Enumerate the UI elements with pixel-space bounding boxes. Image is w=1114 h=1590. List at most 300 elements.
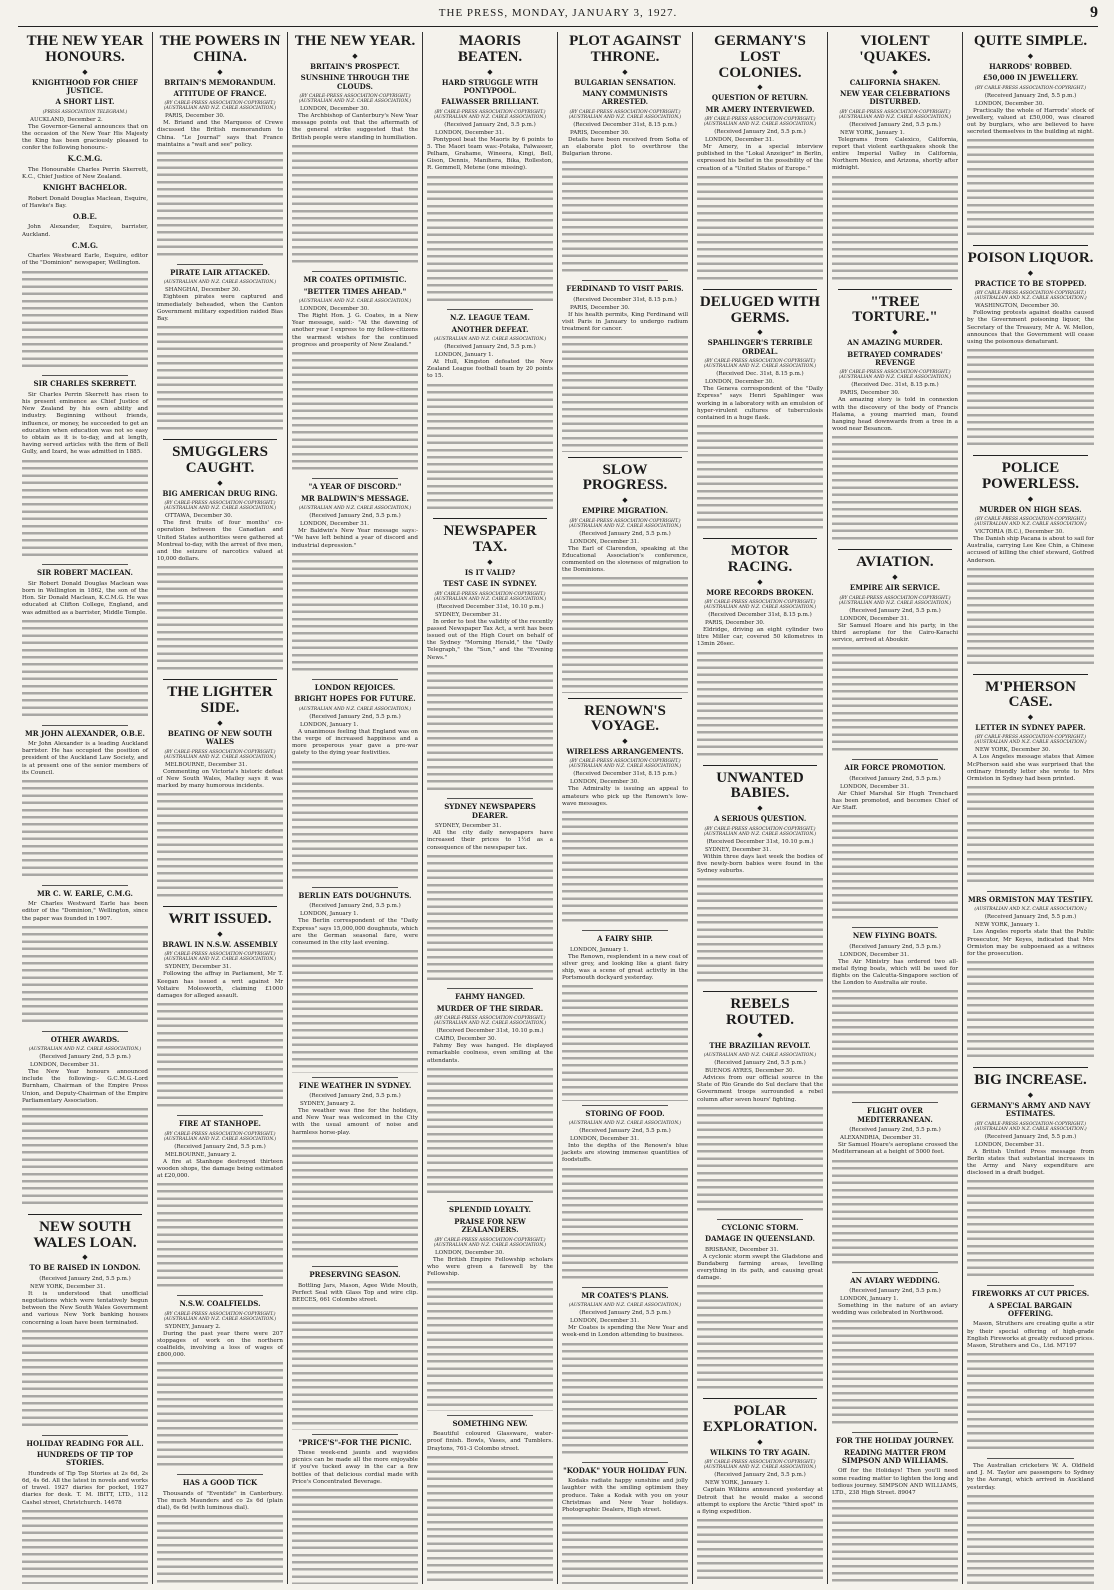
- article-dateline: LONDON, January 1.: [300, 721, 359, 728]
- column-rule: [447, 798, 533, 799]
- article-subhead: BRITAIN'S MEMORANDUM.: [164, 77, 276, 87]
- article-subhead-secondary: A SHORT LIST.: [55, 97, 115, 107]
- cable-credit: (AUSTRALIAN AND N.Z. CABLE ASSOCIATION.): [298, 298, 412, 304]
- article: [967, 1458, 1094, 1584]
- article-subhead: A FAIRY SHIP.: [597, 934, 653, 944]
- column-rule: [42, 375, 128, 376]
- body-text-texture: [292, 1489, 418, 1584]
- column-rule: [312, 271, 398, 272]
- column-rule: [568, 698, 682, 699]
- article-body: Sir Robert Donald Douglas Maclean was born in Wellington in 1862, the son of the Hon. Sir Donald Maclean, K.C.M.G. He was educated at Clifton College, England, and was admitted as a barrister, Middle Temple.: [22, 580, 148, 616]
- article-body: Commenting on Victoria's historic defeat of New South Wales, Mailey says it was marked by many humorous incidents.: [157, 768, 283, 790]
- article-dateline: NEW YORK, January 1.: [975, 922, 1040, 929]
- cable-credit: (BY CABLE-PRESS ASSOCIATION-COPYRIGHT.) (AUSTRALIAN AND N.Z. CABLE ASSOCIATION.): [568, 109, 682, 120]
- article-body: An amazing story is told in connexion with the discovery of the body of Francis Halama, a young married man, found hanging head downwards from a tree in a wood near Besancon.: [832, 397, 958, 433]
- column-6: [693, 32, 828, 1584]
- article: [157, 1295, 283, 1470]
- body-text-texture: [157, 1362, 283, 1470]
- article-dateline: SYDNEY, January 2.: [165, 1323, 221, 1330]
- article-dateline: SYDNEY, December 31.: [705, 846, 772, 853]
- article-subhead-secondary: NEW YEAR CELEBRATIONS DISTURBED.: [839, 88, 951, 107]
- body-text-texture: [832, 815, 958, 923]
- received-time: (Received January 2nd, 5.5 p.m.): [309, 713, 401, 720]
- newspaper-columns: [18, 32, 1098, 1584]
- body-text-texture: [562, 1517, 688, 1584]
- article-body: At Hull, Kingston defeated the New Zealand League football team by 20 points to 15.: [427, 359, 553, 380]
- cable-credit: (BY CABLE-PRESS ASSOCIATION-COPYRIGHT.) (AUSTRALIAN AND N.Z. CABLE ASSOCIATION.): [568, 518, 682, 529]
- column-rule: [838, 549, 952, 550]
- article-headline: THE LIGHTER SIDE.: [167, 684, 273, 717]
- article-headline: UNWANTED BABIES.: [716, 769, 804, 802]
- article-dateline: LONDON, December 31.: [840, 783, 909, 790]
- article-dateline: SYDNEY, December 31.: [435, 823, 502, 830]
- body-text-texture: [697, 1107, 823, 1215]
- article-body: The Earl of Clarendon, speaking at the Educational Association's conference, commented on the slowness of migration to the Dominions.: [562, 545, 688, 574]
- article: [157, 1115, 283, 1291]
- article-subhead: SYDNEY NEWSPAPERS DEARER.: [444, 802, 536, 820]
- headline-ornament: ◆: [892, 328, 898, 337]
- article-headline: THE POWERS IN CHINA.: [159, 33, 281, 65]
- article: [292, 1266, 418, 1429]
- article-body: Following the affray in Parliament, Mr T. Keegan has issued a writ against Mr Voltaire Molesworth, claiming £1000 damages for alleged assault.: [157, 971, 283, 1000]
- column-7: [828, 32, 963, 1584]
- article-body: Bottling Jars, Mason, Agee Wide Mouth, Perfect Seal with Glass Top and wire clip. BEECES, 661 Colombo street.: [292, 1282, 418, 1304]
- received-time: (Received January 2nd, 5.5 p.m.): [714, 129, 806, 136]
- article-subhead-secondary: HUNDREDS OF TIP TOP STORIES.: [36, 1449, 134, 1468]
- column-rule: [703, 1398, 817, 1399]
- article-headline: WRIT ISSUED.: [168, 911, 272, 928]
- article-subhead-secondary: TEST CASE IN SYDNEY.: [443, 579, 537, 589]
- received-time: (Received January 2nd, 5.5 p.m.): [984, 914, 1077, 921]
- article-body: The New Year honours announced include the following:- G.C.M.G.-Lord Burnham, Chairman of the Empire Press Union, and Deputy-Chairman of the Empire Parliamentary Association.: [22, 1069, 148, 1104]
- column-rule: [312, 1077, 398, 1078]
- article-subhead: NEW FLYING BOATS.: [852, 931, 938, 941]
- cable-credit: (BY CABLE-PRESS ASSOCIATION-COPYRIGHT.) (AUSTRALIAN AND N.Z. CABLE ASSOCIATION.): [703, 826, 817, 837]
- honours-list-item: John Alexander, Esquire, barrister, Auckland.: [22, 224, 148, 238]
- body-text-texture: [157, 326, 283, 434]
- article-dateline: LONDON, December 30.: [570, 779, 639, 786]
- body-text-texture: [562, 811, 688, 926]
- cable-credit: (BY CABLE-PRESS ASSOCIATION-COPYRIGHT.) (AUSTRALIAN AND N.Z. CABLE ASSOCIATION.): [703, 600, 817, 611]
- article-body: During the past year there were 207 stoppages of work on the northern coalfields, involving a loss of wages of £800,000.: [157, 1330, 283, 1359]
- body-text-texture: [832, 176, 958, 284]
- cable-credit: (BY CABLE-PRESS ASSOCIATION-COPYRIGHT.) (AUSTRALIAN AND N.Z. CABLE ASSOCIATION.): [163, 501, 277, 512]
- cable-credit: (BY CABLE-PRESS ASSOCIATION-COPYRIGHT.) (AUSTRALIAN AND N.Z. CABLE ASSOCIATION.): [974, 735, 1087, 746]
- article-subhead: QUESTION OF RETURN.: [711, 93, 809, 103]
- article: [697, 991, 823, 1215]
- received-time: (Received December 31st, 8.15 p.m.): [708, 612, 812, 619]
- received-time: (Received January 2nd, 5.5 p.m.): [174, 1143, 266, 1150]
- article: [157, 906, 283, 1111]
- page-number: 9: [1090, 4, 1098, 21]
- column-rule: [703, 991, 817, 992]
- article-subhead: FIREWORKS AT CUT PRICES.: [971, 1289, 1090, 1299]
- article: [832, 1102, 958, 1267]
- column-rule: [177, 1295, 263, 1296]
- article-headline: SLOW PROGRESS.: [582, 461, 668, 494]
- article: [22, 1214, 148, 1431]
- article-body: Mr Baldwin's New Year message says:- "We have left behind a year of discord and industrial depression.": [292, 528, 418, 549]
- article-body: Thousands of "Eventide" in Canterbury. The much Maunders and co 2s 6d (plain dial), 6s 6d (with luminous dial).: [157, 1490, 283, 1512]
- body-text-texture: [157, 1183, 283, 1291]
- body-text-texture: [427, 1068, 553, 1198]
- received-time: (Received January 2nd, 5.5 p.m.): [849, 1127, 941, 1134]
- article-dateline: LONDON, December 31.: [30, 1062, 99, 1069]
- column-rule: [987, 891, 1074, 892]
- received-time: (Received January 2nd, 5.5 p.m.): [39, 1054, 131, 1061]
- article: [832, 1272, 958, 1429]
- body-text-texture: [22, 1330, 148, 1431]
- article-body: The Renown, resplendent in a new coat of silver grey, and looking like a giant fairy ship, was a scene of great activity in the Portsmouth dockyard yesterday.: [562, 953, 688, 982]
- article: [832, 289, 958, 545]
- body-text-texture: [697, 1519, 823, 1584]
- article-headline: BIG INCREASE.: [974, 1072, 1087, 1089]
- article: [427, 1201, 553, 1410]
- article: [157, 264, 283, 434]
- article-dateline: AUCKLAND, December 2.: [30, 116, 103, 123]
- article-subhead-secondary: FALWASSER BRILLIANT.: [441, 97, 539, 107]
- article-subhead: BULGARIAN SENSATION.: [574, 77, 676, 87]
- article-dateline: NEW YORK, January 1.: [705, 1480, 770, 1487]
- cable-credit: (BY CABLE-PRESS ASSOCIATION-COPYRIGHT.) (AUSTRALIAN AND N.Z. CABLE ASSOCIATION.): [163, 101, 277, 112]
- column-rule: [973, 245, 1088, 246]
- article-subhead-secondary: MURDER OF THE SIRDAR.: [436, 1003, 544, 1013]
- article-dateline: PARIS, December 30.: [570, 304, 630, 311]
- article-subhead: HAS A GOOD TICK: [182, 1478, 258, 1488]
- article: [562, 280, 688, 451]
- article-dateline: LONDON, January 1.: [570, 946, 629, 953]
- article-body: Eldridge, driving an eight cylinder two litre Miller car, covered 50 kilometres in 13min 26sec.: [697, 627, 823, 648]
- article-body: Off for the Holidays! Then you'll need some reading matter to lighten the long and tedious journey. SIMPSON AND WILLIAMS, LTD., 238 High Street. 89047: [832, 1468, 958, 1497]
- article-subhead: AIR FORCE PROMOTION.: [844, 763, 946, 773]
- article: [292, 271, 418, 474]
- article-subhead: FOR THE HOLIDAY JOURNEY.: [835, 1436, 954, 1446]
- article: [292, 34, 418, 267]
- body-text-texture: [832, 1160, 958, 1268]
- article-headline: RENOWN'S VOYAGE.: [584, 702, 666, 735]
- headline-ornament: ◆: [217, 67, 223, 76]
- received-time: (Received January 2nd, 5.5 p.m.): [444, 121, 536, 128]
- received-time: (Received January 2nd, 5.5 p.m.): [579, 1310, 671, 1317]
- received-time: (Received December 31st, 8.15 p.m.): [573, 771, 677, 778]
- headline-ornament: ◆: [82, 1253, 88, 1262]
- article-subhead: SIR ROBERT MACLEAN.: [37, 568, 133, 578]
- article: [292, 679, 418, 883]
- article-subhead: MR C. W. EARLE, C.M.G.: [37, 888, 133, 898]
- article-body: Within three days last week the bodies of five newly-born babies were found in the Sydney suburbs.: [697, 853, 823, 874]
- article-subhead: HARD STRUGGLE WITH PONTYPOOL.: [441, 77, 539, 95]
- article: [832, 927, 958, 1098]
- article: [157, 34, 283, 260]
- article-headline: REBELS ROUTED.: [726, 996, 794, 1028]
- article-dateline: LONDON, December 31.: [570, 1136, 639, 1143]
- body-text-texture: [292, 145, 418, 267]
- article-body: The Archbishop of Canterbury's New Year message points out that the aftermath of the general strike suggested that the British people were standing in humiliation.: [292, 112, 418, 141]
- article-dateline: SYDNEY, January 2.: [300, 1101, 356, 1108]
- article-body: Sir Charles Perrin Skerrett has risen to his present eminence as Chief Justice of New Zealand by his own ability and industry. Beginning without friends, influence, or money, he succeeded to get an education when education was not so easy to obtain as it is to-day, and at length, having served articles with the firm of Bell Gully, and Izard, he was admitted in 1885.: [22, 391, 148, 456]
- body-text-texture: [832, 990, 958, 1098]
- cable-credit: (PRESS ASSOCIATION TELEGRAM.): [42, 109, 128, 115]
- article-dateline: PARIS, December 30.: [165, 113, 225, 120]
- article-body: Practically the whole of Harrods' stock of jewellery, valued at £50,000, was cleared out by burglars, who are believed to have secreted themselves in the building at night.: [967, 107, 1094, 136]
- article-headline: SMUGGLERS CAUGHT.: [172, 444, 268, 477]
- headline-ornament: ◆: [622, 737, 628, 746]
- body-text-texture: [22, 271, 148, 372]
- article-dateline: LONDON, January 1.: [435, 352, 494, 359]
- article-body: These week-end jaunts and waysides picnics can be made all the more enjoyable if you've tucked away in the car a few bottles of that delicious cordial made with Price's Concentrated Beverage.: [292, 1450, 418, 1485]
- headline-ornament: ◆: [757, 1030, 763, 1039]
- headline-ornament: ◆: [757, 328, 763, 337]
- received-time: (Received January 2nd, 5.5 p.m.): [309, 903, 401, 910]
- article-headline: POLAR EXPLORATION.: [702, 1403, 818, 1436]
- article-dateline: CAIRO, December 30.: [435, 1036, 497, 1043]
- column-rule: [703, 538, 817, 539]
- article-subhead: SPAHLINGER'S TERRIBLE ORDEAL.: [707, 338, 813, 356]
- headline-ornament: ◆: [757, 1437, 763, 1446]
- cable-credit: (BY CABLE-PRESS ASSOCIATION-COPYRIGHT.) (AUSTRALIAN AND N.Z. CABLE ASSOCIATION.): [838, 595, 952, 606]
- article: [562, 34, 688, 276]
- article-subhead: FIRE AT STANHOPE.: [179, 1119, 261, 1129]
- article-subhead-secondary: £50,000 IN JEWELLERY.: [982, 73, 1079, 83]
- body-text-texture: [157, 1515, 283, 1584]
- received-time: (Received January 2nd, 5.5 p.m.): [444, 344, 536, 351]
- article-body: The Admiralty is issuing an appeal to amateurs who pick up the Renown's low-wave messages.: [562, 786, 688, 807]
- column-rule: [987, 1285, 1074, 1286]
- headline-ornament: ◆: [892, 67, 898, 76]
- article-body: The first fruits of four months' co-operation between the Canadian and United States authorities were gathered at Montreal to-day, with the arrest of five men, and the seizure of narcotics valued at 10,000 dollars.: [157, 520, 283, 563]
- body-text-texture: [562, 1168, 688, 1283]
- body-text-texture: [697, 878, 823, 986]
- article: [427, 1415, 553, 1584]
- article-subhead: OTHER AWARDS.: [50, 1034, 120, 1044]
- article-dateline: LONDON, December 30.: [705, 379, 774, 386]
- cable-credit: (BY CABLE-PRESS ASSOCIATION-COPYRIGHT.) (AUSTRALIAN AND N.Z. CABLE ASSOCIATION.): [974, 1121, 1087, 1132]
- column-rule: [177, 1115, 263, 1116]
- masthead: [18, 4, 1098, 27]
- article-subhead: BERLIN EATS DOUGHNUTS.: [298, 891, 412, 901]
- article-dateline: NEW YORK, December 31.: [30, 1283, 106, 1290]
- article-subhead: KNIGHTHOOD FOR CHIEF JUSTICE.: [32, 77, 138, 95]
- headline-ornament: ◆: [1027, 1090, 1034, 1099]
- article-headline: PLOT AGAINST THRONE.: [569, 33, 681, 65]
- body-text-texture: [157, 566, 283, 674]
- headline-ornament: ◆: [217, 478, 223, 487]
- body-text-texture: [157, 793, 283, 901]
- article-dateline: LONDON, January 1.: [840, 1295, 899, 1302]
- article: [427, 988, 553, 1197]
- cable-credit: (BY CABLE-PRESS ASSOCIATION-COPYRIGHT.) (AUSTRALIAN AND N.Z. CABLE ASSOCIATION.): [838, 109, 952, 120]
- cable-credit: (BY CABLE-PRESS ASSOCIATION-COPYRIGHT.) (AUSTRALIAN AND N.Z. CABLE ASSOCIATION.): [163, 749, 277, 760]
- received-time: (Received December 31st, 8.15 p.m.): [573, 296, 677, 303]
- column-8: [963, 32, 1098, 1584]
- body-text-texture: [292, 761, 418, 883]
- headline-ornament: ◆: [757, 577, 763, 586]
- article: [157, 1474, 283, 1584]
- article-dateline: LONDON, December 31.: [570, 1318, 639, 1325]
- received-time: (Received January 2nd, 5.5 p.m.): [309, 1093, 401, 1100]
- column-rule: [447, 309, 533, 310]
- column-rule: [973, 674, 1088, 675]
- cable-credit: (BY CABLE-PRESS ASSOCIATION-COPYRIGHT.) (AUSTRALIAN AND N.Z. CABLE ASSOCIATION.): [163, 1131, 277, 1142]
- cable-credit: (BY CABLE-PRESS ASSOCIATION-COPYRIGHT.) (AUSTRALIAN AND N.Z. CABLE ASSOCIATION.): [838, 370, 952, 381]
- article-subhead: SPLENDID LOYALTY.: [449, 1205, 531, 1215]
- article-body: Mr Charles Westward Earle has been editor of the "Dominion," Wellington, since the paper was founded in 1907.: [22, 901, 148, 922]
- column-rule: [973, 1067, 1088, 1068]
- article-headline: THE NEW YEAR HONOURS.: [26, 33, 144, 65]
- article: [427, 798, 553, 984]
- article-subhead: "A YEAR OF DISCORD.": [308, 482, 402, 492]
- article-headline: MOTOR RACING.: [727, 543, 793, 575]
- article-subhead: MR COATES OPTIMISTIC.: [303, 275, 407, 285]
- article-subhead: LETTER IN SYDNEY PAPER.: [975, 723, 1086, 733]
- body-text-texture: [22, 1108, 148, 1209]
- body-text-texture: [157, 1003, 283, 1111]
- cable-credit: (AUSTRALIAN AND N.Z. CABLE ASSOCIATION.): [568, 1121, 682, 1127]
- column-rule: [312, 1434, 398, 1435]
- cable-credit: (BY CABLE-PRESS ASSOCIATION-COPYRIGHT.) (AUSTRALIAN AND N.Z. CABLE ASSOCIATION.): [433, 1016, 547, 1027]
- article-subhead: CYCLONIC STORM.: [721, 1222, 799, 1232]
- article-subhead: FERDINAND TO VISIT PARIS.: [566, 284, 684, 294]
- received-time: (Received December 31st, 10.10 p.m.): [436, 1028, 544, 1035]
- article-body: Kodaks radiate happy sunshine and jolly laughter with the smiling optimism they produce. Take a Kodak with you on your Christmas and New Year holidays. Photographic Dealers, High street.: [562, 1478, 688, 1513]
- column-rule: [28, 1214, 142, 1215]
- body-text-texture: [292, 950, 418, 1072]
- cable-credit: (AUSTRALIAN AND N.Z. CABLE ASSOCIATION.): [163, 280, 277, 286]
- column-rule: [852, 927, 938, 928]
- article: [562, 1287, 688, 1458]
- article-dateline: LONDON, December 31.: [705, 137, 774, 144]
- column-rule: [973, 455, 1088, 456]
- body-text-texture: [292, 553, 418, 675]
- cable-credit: (AUSTRALIAN AND N.Z. CABLE ASSOCIATION.): [433, 337, 547, 343]
- article-body: The Berlin correspondent of the "Daily Express" says 15,000,000 doughnuts, which are the German seasonal fare, were consumed in the city last evening.: [292, 918, 418, 947]
- received-time: (Received January 2nd, 5.5 p.m.): [39, 1275, 131, 1282]
- cable-credit: (BY CABLE-PRESS ASSOCIATION-COPYRIGHT.) (AUSTRALIAN AND N.Z. CABLE ASSOCIATION.): [974, 516, 1087, 527]
- article-headline: POISON LIQUOR.: [967, 250, 1094, 267]
- body-text-texture: [22, 926, 148, 1027]
- article-subhead: SIR CHARLES SKERRETT.: [33, 379, 137, 389]
- article-subhead: MR JOHN ALEXANDER, O.B.E.: [25, 728, 145, 738]
- column-rule: [852, 1272, 938, 1273]
- article-subhead: "KODAK" YOUR HOLIDAY FUN.: [563, 1465, 687, 1475]
- received-time: (Received December 31st, 8.15 p.m.): [573, 121, 677, 128]
- article-dateline: SYDNEY, December 31.: [435, 611, 502, 618]
- article-body: The Air Ministry has ordered two all-metal flying boats, which will be used for flights on the Calcutta-Singapore section of the London to Australia air route.: [832, 958, 958, 987]
- column-rule: [42, 564, 128, 565]
- article-headline: MAORIS BEATEN.: [457, 33, 523, 65]
- column-rule: [703, 765, 817, 766]
- column-rule: [582, 280, 668, 281]
- article-subhead: BRITAIN'S PROSPECT.: [310, 61, 400, 71]
- headline-ornament: ◆: [1027, 494, 1034, 503]
- article-headline: NEWSPAPER TAX.: [443, 523, 537, 556]
- body-text-texture: [427, 384, 553, 514]
- article-body: A Los Angeles message states that Aimee McPherson said she was surprised that the ordinary friendly letter she wrote to Mrs Ormiston in Sydney had been printed.: [967, 754, 1094, 783]
- column-rule: [433, 518, 547, 519]
- honours-list-item: C.M.G.: [71, 240, 99, 250]
- article-subhead: AN AMAZING MURDER.: [847, 338, 943, 348]
- received-time: (Received January 2nd, 5.5 p.m.): [849, 943, 941, 950]
- article-subhead-secondary: A SPECIAL BARGAIN OFFERING.: [988, 1300, 1073, 1319]
- article-body: Mr Coates is spending the New Year and week-end in London attending to business.: [562, 1325, 688, 1339]
- received-time: (Received January 2nd, 5.5 p.m.): [984, 92, 1077, 99]
- article-body: If his health permits, King Ferdinand will visit Paris in January to undergo radium treatment for cancer.: [562, 311, 688, 333]
- article-headline: DELUGED WITH GERMS.: [699, 293, 821, 326]
- body-text-texture: [697, 425, 823, 533]
- article: [967, 455, 1094, 669]
- article-subhead: WILKINS TO TRY AGAIN.: [710, 1447, 810, 1457]
- cable-credit: (AUSTRALIAN AND N.Z. CABLE ASSOCIATION.): [298, 506, 412, 512]
- body-text-texture: [562, 577, 688, 692]
- article-body: Following protests against deaths caused by the Government poisoning liquor, the Secretary of the Treasury, Mr A. W. Mellon, announces that the Government will cease using the poisonous denaturant.: [967, 310, 1094, 346]
- article-body: Fahmy Bey was hanged. He displayed remarkable coolness, even smiling at the attendants.: [427, 1043, 553, 1064]
- article-body: Hundreds of Tip Top Stories at 2s 6d, 2s 6d, 4s 6d. All the latest in novels and works of travel. 1927 diaries for pocket, 1927 diaries for desk. T. M. IBITT, LTD., 112 Cashel street, Christchurch. 14678: [22, 1470, 148, 1506]
- column-rule: [163, 679, 277, 680]
- body-text-texture: [22, 1510, 148, 1584]
- article: [697, 538, 823, 760]
- article: [697, 34, 823, 284]
- article-body: All the city daily newspapers have increased their prices to 1½d as a consequence of the newspaper tax.: [427, 830, 553, 851]
- article-subhead: MORE RECORDS BROKEN.: [706, 587, 814, 597]
- article-body: Telegrams from Calexico, California, report that violent earthquakes shook the entire Imperial Valley in California, Northern Mexico, and Arizona, shortly after midnight.: [832, 136, 958, 172]
- article-subhead: FAHMY HANGED.: [455, 992, 525, 1002]
- column-4: [423, 32, 558, 1584]
- article: [967, 34, 1094, 240]
- article-subhead-secondary: MANY COMMUNISTS ARRESTED.: [582, 88, 668, 107]
- received-time: (Received December 31st, 10.10 p.m.): [436, 603, 544, 610]
- article-subhead: AN AVIARY WEDDING.: [850, 1275, 940, 1285]
- body-text-texture: [967, 568, 1094, 669]
- column-rule: [42, 885, 128, 886]
- cable-credit: (BY CABLE-PRESS ASSOCIATION-COPYRIGHT.) (AUSTRALIAN AND N.Z. CABLE ASSOCIATION.): [568, 759, 682, 770]
- article-body: Details have been received from Sofia of an elaborate plot to overthrow the Bulgarian throne.: [562, 136, 688, 158]
- body-text-texture: [697, 652, 823, 760]
- article-subhead: TO BE RAISED IN LONDON.: [29, 1263, 141, 1273]
- article-dateline: MELBOURNE, January 2.: [165, 1151, 237, 1158]
- column-rule: [582, 930, 668, 931]
- article-headline: M'PHERSON CASE.: [985, 678, 1076, 711]
- headline-ornament: ◆: [487, 67, 493, 76]
- article-dateline: ALEXANDRIA, December 31.: [840, 1135, 922, 1142]
- column-rule: [312, 478, 398, 479]
- article: [967, 891, 1094, 1062]
- article-dateline: LONDON, December 30.: [975, 100, 1044, 107]
- column-rule: [163, 906, 277, 907]
- article: [157, 679, 283, 901]
- article-dateline: LONDON, December 30.: [300, 105, 369, 112]
- column-1: [18, 32, 153, 1584]
- article-body: The weather was fine for the holidays, and New Year was welcomed in the City with the usual amount of noise and harmless horse-play.: [292, 1108, 418, 1136]
- article-body: Advices from our official source in the State of Rio Grande do Sul declare that the Government troops surrounded a rebel column after seven hours' fighting.: [697, 1075, 823, 1103]
- article-dateline: SYDNEY, December 31.: [165, 964, 232, 971]
- article-subhead-secondary: MR AMERY INTERVIEWED.: [705, 104, 815, 114]
- article-subhead: HARRODS' ROBBED.: [989, 61, 1072, 71]
- article-subhead: MURDER ON HIGH SEAS.: [979, 504, 1082, 514]
- body-text-texture: [22, 460, 148, 561]
- article-dateline: VICTORIA (B.C.), December 30.: [975, 528, 1065, 535]
- article: [697, 1398, 823, 1584]
- article-body: Los Angeles reports state that the Public Prosecutor, Mr Keyes, indicated that Mrs Ormiston may be subpoenaed as a witness for the prosecution.: [967, 929, 1094, 958]
- honours-list-item: KNIGHT BACHELOR.: [42, 183, 128, 193]
- headline-ornament: ◆: [757, 83, 763, 92]
- body-text-texture: [967, 961, 1094, 1062]
- body-text-texture: [967, 1180, 1094, 1281]
- body-text-texture: [22, 620, 148, 721]
- article-subhead: MR COATES'S PLANS.: [581, 1290, 669, 1300]
- body-text-texture: [967, 349, 1094, 450]
- article-subhead-secondary: BRIGHT HOPES FOR FUTURE.: [294, 694, 416, 704]
- article-subhead-secondary: READING MATTER FROM SIMPSON AND WILLIAMS.: [841, 1447, 949, 1466]
